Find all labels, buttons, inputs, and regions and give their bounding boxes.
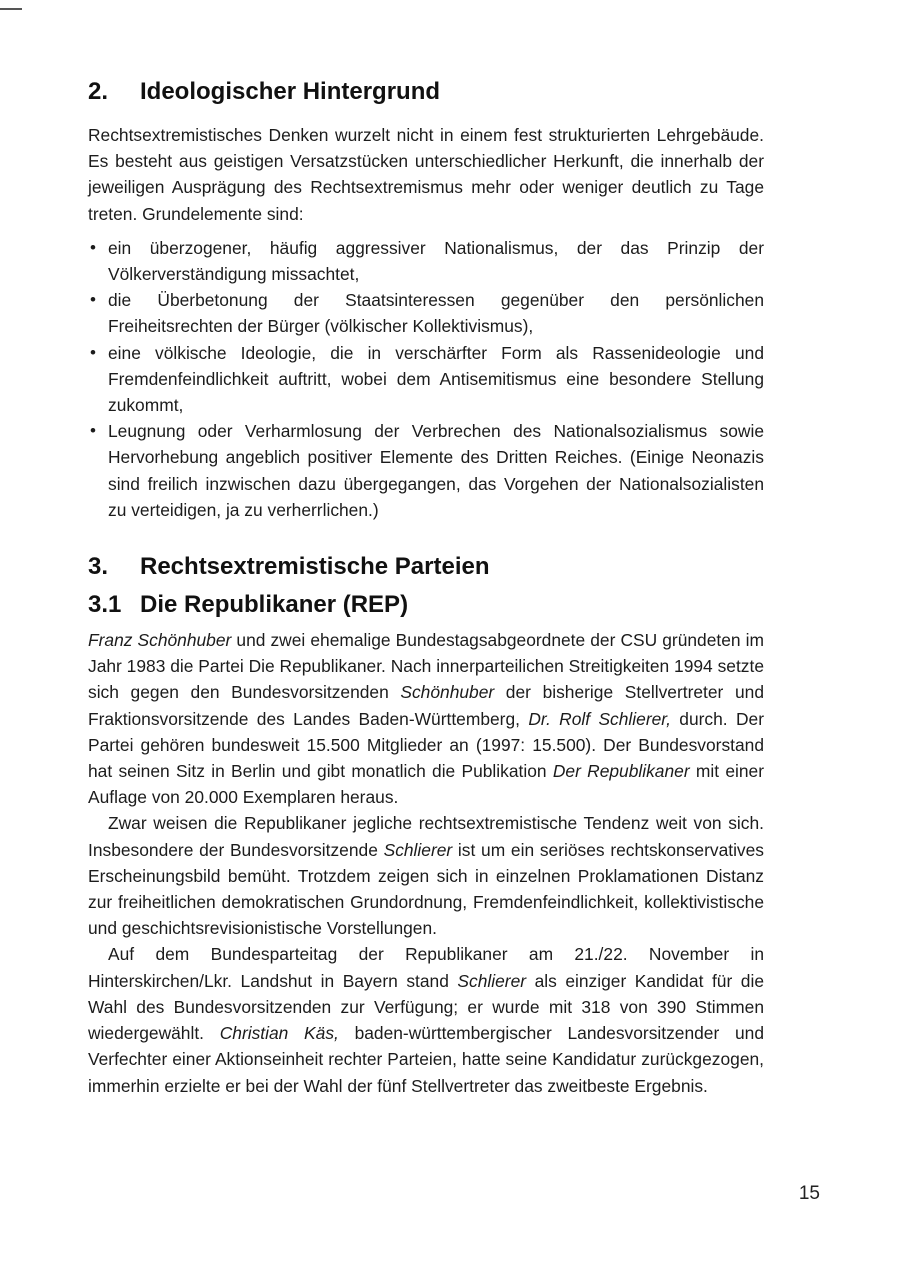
scan-corner-mark bbox=[0, 8, 22, 10]
section-3-1-heading bbox=[88, 589, 764, 621]
bullet-icon: • bbox=[90, 342, 96, 362]
section-number: 3. bbox=[88, 553, 109, 581]
page-content bbox=[88, 76, 764, 1099]
list-item: • ein überzogener, häufig aggressiver Nationalismus, der das Prinzip der Völkerverständigung missachtet, bbox=[88, 235, 764, 287]
section-number: 3.1 bbox=[88, 591, 122, 619]
section-title: Rechtsextremistische Parteien bbox=[140, 553, 490, 581]
paragraph-tendencies: Zwar weisen die Republikaner jegliche rechtsextremistische Tendenz weit von sich. Insbesondere der Bundesvorsitzende Schlierer ist um ein seriöses rechtskonservatives Erscheinungsbild bemüht. Trotzdem zeigen sich in einzelnen Proklamationen Distanz zur freiheitlichen demokratischen Grundordnung, Fremdenfeindlichkeit, kollektivistische und geschichtsrevisionistische Vorstellungen. bbox=[88, 813, 764, 939]
section-title: Die Republikaner (REP) bbox=[140, 591, 409, 619]
bullet-icon: • bbox=[90, 237, 96, 257]
section-2-intro: Rechtsextremistisches Denken wurzelt nicht in einem fest strukturierten Lehrgebäude. Es besteht aus geistigen Versatzstücken unterschiedlicher Herkunft, die innerhalb der jeweiligen Ausprägung des Rechtsextremismus mehr oder weniger deutlich zu Tage treten. Grundelemente sind: bbox=[88, 125, 764, 224]
section-title: Ideologischer Hintergrund bbox=[140, 78, 441, 105]
bullet-icon: • bbox=[90, 421, 96, 441]
bullet-icon: • bbox=[90, 290, 96, 310]
paragraph-party-congress: Auf dem Bundesparteitag der Republikaner am 21./22. November in Hinterskirchen/Lkr. Landshut in Bayern stand Schlierer als einziger Kandidat für die Wahl des Bundesvorsitzenden zur Verfügung; er wurde mit 318 von 390 Stimmen wiedergewählt. Christian Käs, baden-württembergischer Landesvorsitzender und Verfechter einer Aktionseinheit rechter Parteien, hatte seine Kandidatur zurückgezogen, immerhin erzielte er bei der Wahl der fünf Stellvertreter das zweitbeste Ergebnis. bbox=[88, 944, 765, 1096]
list-item: • Leugnung oder Verharmlosung der Verbrechen des Nationalsozialismus sowie Hervorhebung angeblich positiver Elemente des Dritten Reiches. (Einige Neonazis sind freilich inzwischen dazu übergegangen, das Vorgehen der Nationalsozialisten zu verteidigen, ja zu verherrlichen.) bbox=[88, 418, 764, 523]
list-item: • die Überbetonung der Staatsinteressen gegenüber den persönlichen Freiheitsrechten der Bürger (völkischer Kollektivismus), bbox=[88, 287, 764, 339]
paragraph-founding: Franz Schönhuber und zwei ehemalige Bundestagsabgeordnete der CSU gründeten im Jahr 1983 die Partei Die Republikaner. Nach innerparteilichen Streitigkeiten 1994 setzte sich gegen den Bundesvorsitzenden Schönhuber der bisherige Stellvertreter und Fraktionsvorsitzende des Landes Baden-Württemberg, Dr. Rolf Schlierer, durch. Der Partei gehören bundesweit 15.500 Mitglieder an (1997: 15.500). Der Bundesvorstand hat seinen Sitz in Berlin und gibt monatlich die Publikation Der Republikaner mit einer Auflage von 20.000 Exemplaren heraus. bbox=[88, 630, 764, 808]
grundelemente-list bbox=[88, 235, 764, 523]
section-2-heading bbox=[88, 76, 764, 108]
section-3-heading bbox=[88, 551, 764, 583]
list-item: • eine völkische Ideologie, die in verschärfter Form als Rassenideologie und Fremdenfeindlichkeit auftritt, wobei dem Antisemitismus eine besondere Stellung zukommt, bbox=[88, 340, 764, 419]
page-number: 15 bbox=[798, 1183, 820, 1204]
section-number: 2. bbox=[88, 78, 109, 105]
